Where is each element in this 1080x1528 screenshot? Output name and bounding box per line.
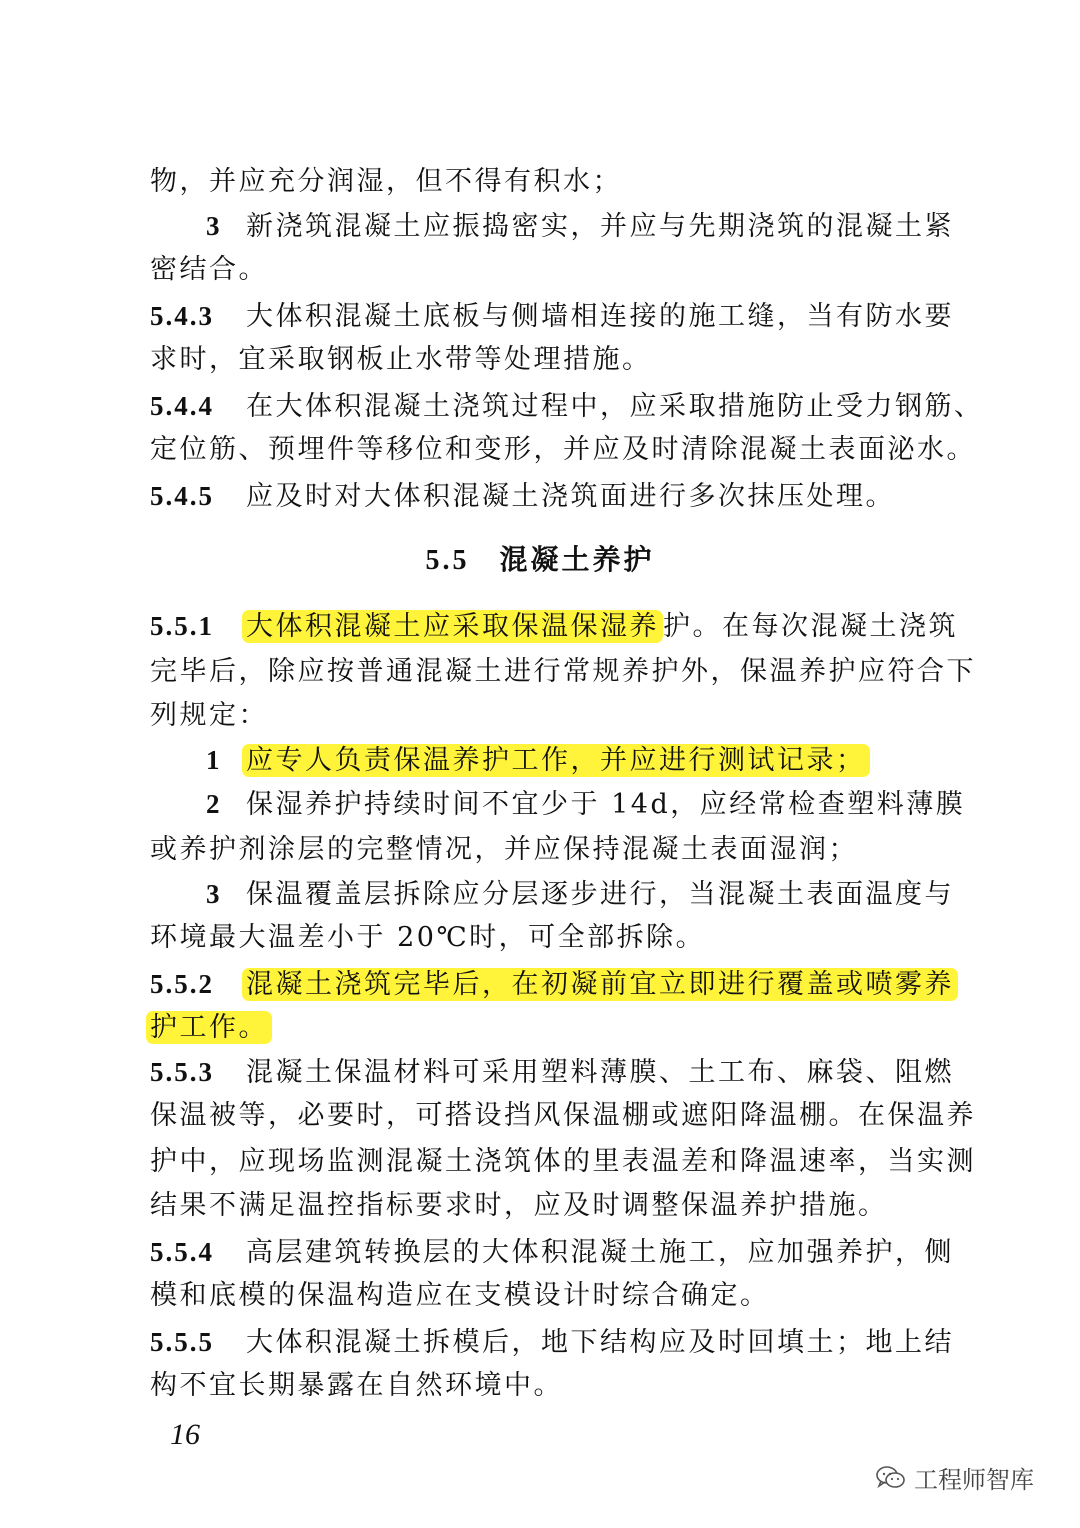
list-item — [206, 206, 954, 247]
watermark-text: 工程师智库 — [914, 1466, 1034, 1494]
section-title: 混凝土养护 — [499, 543, 655, 576]
clause-number: 5.5.4 — [150, 1237, 214, 1267]
clause-number: 5.5.5 — [150, 1327, 214, 1357]
text-line: 列规定： — [150, 700, 268, 731]
item-text: 保温覆盖层拆除应分层逐步进行，当混凝土表面温度与 — [246, 879, 954, 910]
text-line: 完毕后，除应按普通混凝土进行常规养护外，保温养护应符合下 — [150, 656, 976, 687]
text-line: 或养护剂涂层的完整情况，并应保持混凝土表面湿润； — [150, 834, 858, 865]
text-line: 护中，应现场监测混凝土浇筑体的里表温差和降温速率，当实测 — [150, 1146, 976, 1177]
section-heading — [0, 540, 1080, 581]
list-item — [206, 784, 965, 825]
clause-number: 5.5.3 — [150, 1057, 214, 1087]
clause-text: 大体积混凝土拆模后，地下结构应及时回填土；地上结 — [246, 1327, 954, 1358]
item-text: 保湿养护持续时间不宜少于 14d，应经常检查塑料薄膜 — [246, 789, 966, 820]
clause-5-5-3 — [150, 1052, 954, 1093]
clause-text: 大体积混凝土底板与侧墙相连接的施工缝，当有防水要 — [246, 301, 954, 332]
list-item — [206, 740, 870, 781]
text-line: 模和底模的保温构造应在支模设计时综合确定。 — [150, 1280, 770, 1311]
text-line: 求时，宜采取钢板止水带等处理措施。 — [150, 344, 652, 375]
text-line: 定位筋、预埋件等移位和变形，并应及时清除混凝土表面泌水。 — [150, 434, 976, 465]
item-number: 3 — [206, 879, 222, 909]
text-line: 结果不满足温控指标要求时，应及时调整保温养护措施。 — [150, 1190, 888, 1221]
highlighted-text: 护工作。 — [146, 1011, 272, 1044]
clause-5-4-4 — [150, 386, 984, 427]
clause-number: 5.5.2 — [150, 969, 214, 999]
clause-text: 混凝土保温材料可采用塑料薄膜、土工布、麻袋、阻燃 — [246, 1057, 954, 1088]
clause-5-5-4 — [150, 1232, 954, 1273]
highlighted-text: 应专人负责保温养护工作，并应进行测试记录； — [242, 744, 870, 777]
text-line: 保温被等，必要时，可搭设挡风保温棚或遮阳降温棚。在保温养 — [150, 1100, 976, 1131]
clause-5-5-5 — [150, 1322, 954, 1363]
highlighted-text: 大体积混凝土应采取保温保湿养 — [242, 610, 663, 643]
clause-text: 应及时对大体积混凝土浇筑面进行多次抹压处理。 — [246, 481, 895, 512]
text-line: 构不宜长期暴露在自然环境中。 — [150, 1370, 563, 1401]
text-line: 物，并应充分润湿，但不得有积水； — [150, 166, 622, 197]
text-line: 密结合。 — [150, 254, 268, 285]
item-number: 2 — [206, 789, 222, 819]
clause-text: 高层建筑转换层的大体积混凝土施工，应加强养护，侧 — [246, 1237, 954, 1268]
clause-5-4-3 — [150, 296, 954, 337]
item-text: 新浇筑混凝土应振捣密实，并应与先期浇筑的混凝土紧 — [246, 211, 954, 242]
item-number: 1 — [206, 745, 222, 775]
clause-text: 护。在每次混凝土浇筑 — [663, 611, 958, 642]
clause-number: 5.5.1 — [150, 611, 214, 641]
clause-5-4-5 — [150, 476, 895, 517]
page-number: 16 — [170, 1418, 200, 1451]
list-item — [206, 874, 954, 915]
text-line — [150, 1008, 272, 1048]
section-number: 5.5 — [425, 545, 470, 576]
highlighted-text: 混凝土浇筑完毕后，在初凝前宜立即进行覆盖或喷雾养 — [242, 968, 958, 1001]
clause-text: 在大体积混凝土浇筑过程中，应采取措施防止受力钢筋、 — [246, 391, 984, 422]
item-number: 3 — [206, 211, 222, 241]
clause-number: 5.4.4 — [150, 391, 214, 421]
clause-number: 5.4.5 — [150, 481, 214, 511]
watermark — [876, 1460, 1034, 1495]
clause-5-5-2 — [150, 964, 958, 1005]
wechat-icon — [876, 1465, 906, 1491]
clause-number: 5.4.3 — [150, 301, 214, 331]
text-line: 环境最大温差小于 20℃时，可全部拆除。 — [150, 922, 706, 953]
clause-5-5-1 — [150, 606, 958, 647]
